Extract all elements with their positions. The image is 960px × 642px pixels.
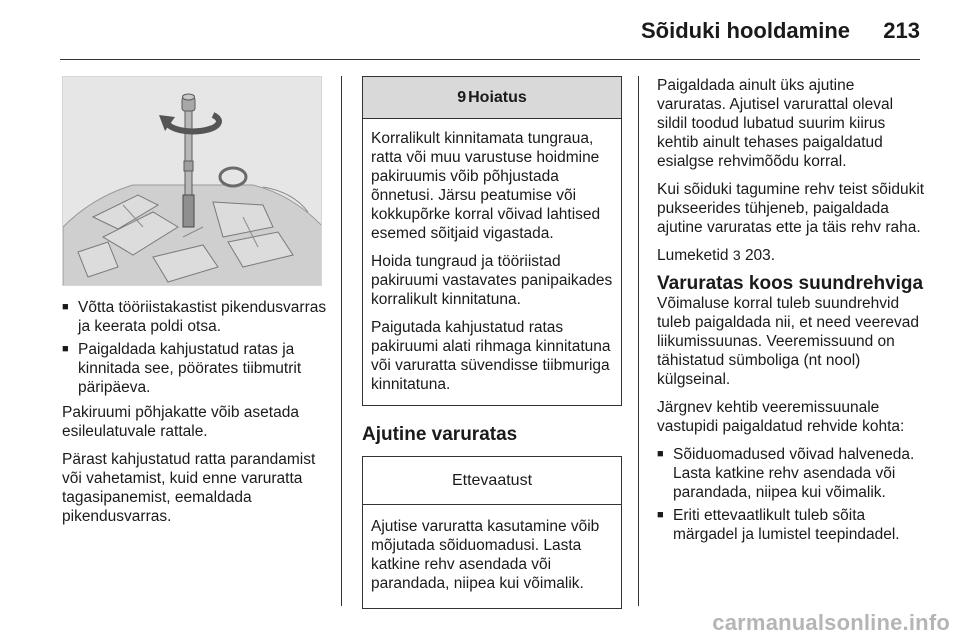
paragraph: Paigaldada ainult üks ajutine varuratas. Ajutisel varurattal oleval sildil toodud lubatud suurim kiirus kehtib ainult tehases paigaldatud esialgse rehvimõõdu korral. [657, 77, 894, 170]
list-item: ■ Võtta tööriistakastist pikendusvarras ja keerata poldi otsa. [62, 298, 330, 336]
paragraph: Paigutada kahjustatud ratas pakiruumi alati rihmaga kinnitatuna või varuratta süvendisse tiibmuriga kinnitatuna. [371, 319, 611, 393]
list-item: ■ Eriti ettevaatlikult tuleb sõita märgadel ja lumistel teepindadel. [657, 506, 925, 544]
caution-title: Ettevaatust [451, 472, 533, 489]
paragraph: Järgnev kehtib veeremissuunale vastupidi paigaldatud rehvide kohta: [657, 399, 905, 435]
warning-title: Hoiatus [468, 89, 527, 106]
page-header [60, 14, 920, 54]
list-item: ■ Sõiduomadused võivad halveneda. Lasta katkine rehv asendada või parandada, niipea kui võimalik. [657, 445, 925, 502]
section-heading: Ajutine varuratas [362, 424, 518, 445]
left-bullet-list [62, 298, 330, 397]
header-rule [60, 59, 920, 60]
left-column [62, 298, 330, 535]
page-title: Sõiduki hooldamine [640, 18, 850, 43]
column-divider-left [341, 76, 342, 606]
page-number: 213 [883, 18, 920, 43]
paragraph: Korralikult kinnitamata tungraua, ratta või muu varustuse hoidmine pakiruumis võib põhjustada õnnetusi. Järsu peatumise või kokkupõrke korral võivad lahtised esemed sõitjaid vigastada. [371, 130, 601, 242]
warning-icon: 9 [457, 89, 467, 106]
right-column [657, 76, 925, 548]
list-item: ■ Paigaldada kahjustatud ratas ja kinnitada see, pöörates tiibmutrit päripäeva. [62, 340, 330, 397]
paragraph: Võimaluse korral tuleb suundrehvid tuleb paigaldada nii, et need veerevad liikumissuunas. Veeremissuund on tähistatud sümboliga (nt nool) külgseinal. [657, 295, 919, 388]
caution-body [363, 505, 621, 608]
paragraph: Pakiruumi põhjakatte võib asetada esileulatuvale rattale. [62, 404, 299, 440]
cross-reference [657, 246, 925, 265]
section-heading: Varuratas koos suundrehviga [657, 273, 924, 294]
paragraph: Ajutise varuratta kasutamine võib mõjutada sõiduomadusi. Lasta katkine rehv asendada või parandada, niipea kui võimalik. [371, 518, 600, 592]
illustration-svg [63, 77, 322, 286]
reference-page: 203. [744, 247, 776, 264]
paragraph: Kui sõiduki tagumine rehv teist sõidukit pukseerides tühjeneb, paigaldada ajutine varuratas ette ja täis rehv raha. [657, 181, 925, 236]
warning-header [363, 77, 621, 119]
right-bullet-list [657, 445, 925, 544]
paragraph: Pärast kahjustatud ratta parandamist või vahetamist, kuid enne varuratta tagasipanemist, eemaldada pikendusvarras. [62, 451, 316, 525]
reference-text: Lumeketid [657, 247, 729, 264]
reference-arrow-icon: 3 [732, 247, 741, 263]
column-divider-right [638, 76, 639, 606]
wheel-mount-illustration [62, 76, 322, 286]
caution-box [362, 456, 622, 609]
warning-body [363, 119, 621, 405]
caution-header [363, 457, 621, 505]
paragraph: Hoida tungraud ja tööriistad pakiruumi vastavates panipaikades korralikult kinnitatuna. [371, 253, 613, 308]
middle-column [362, 76, 622, 609]
warning-box [362, 76, 622, 406]
watermark: carmanualsonline.info [712, 610, 950, 635]
